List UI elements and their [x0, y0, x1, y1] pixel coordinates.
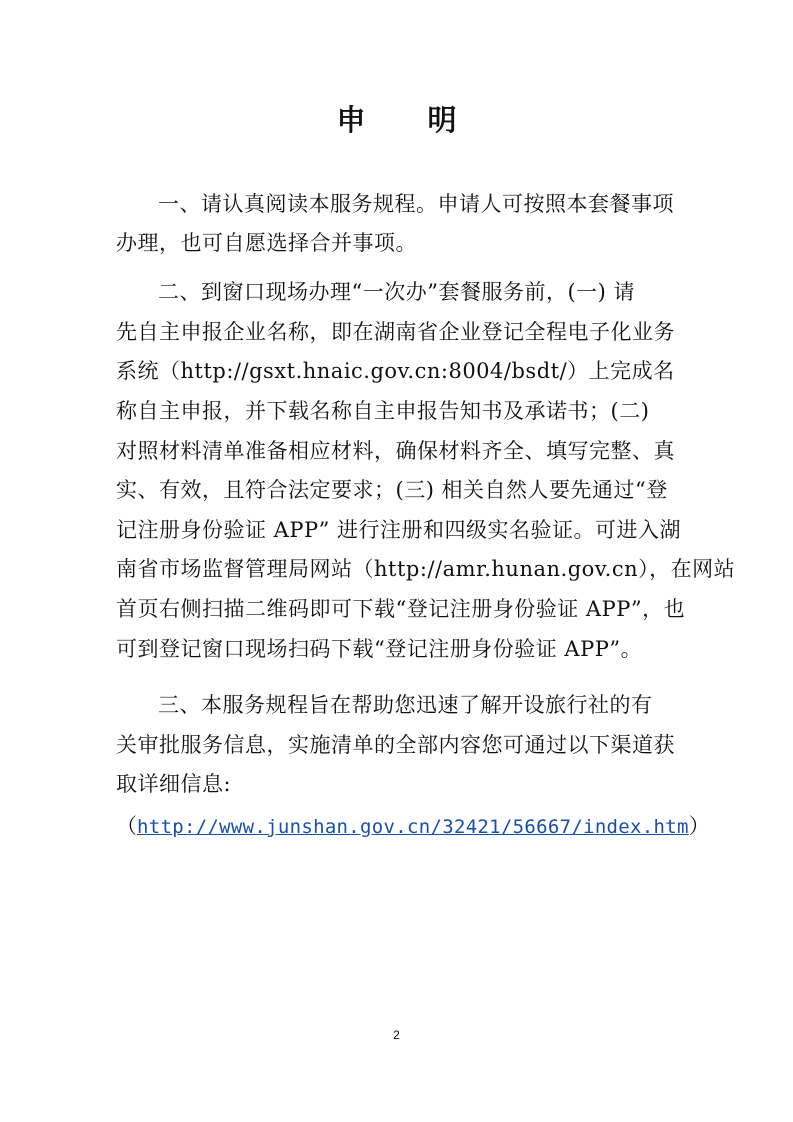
- text-line: 记注册身份验证 APP” 进行注册和四级实名验证。可进入湖: [116, 518, 682, 542]
- page-title: 申 明: [336, 103, 483, 137]
- text-line: 对照材料清单准备相应材料，确保材料齐全、填写完整、真: [116, 439, 675, 463]
- text-line: 首页右侧扫描二维码即可下载“登记注册身份验证 APP”，也: [116, 597, 686, 621]
- text-line: 可到登记窗口现场扫码下载“登记注册身份验证 APP”。: [116, 637, 643, 661]
- close-paren: ）: [688, 814, 710, 838]
- text-line: 先自主申报企业名称，即在湖南省企业登记全程电子化业务: [116, 320, 675, 344]
- text-line: 实、有效，且符合法定要求；(三) 相关自然人要先通过“登: [116, 478, 668, 502]
- open-paren: （: [116, 814, 137, 838]
- link-line: [116, 811, 710, 842]
- website-link[interactable]: http://www.junshan.gov.cn/32421/56667/index.htm: [137, 816, 689, 838]
- text-line: 南省市场监督管理局网站（http://amr.hunan.gov.cn），在网站: [116, 557, 736, 581]
- text-line: 办理，也可自愿选择合并事项。: [116, 231, 417, 255]
- text-line: 三、本服务规程旨在帮助您迅速了解开设旅行社的有: [158, 693, 653, 717]
- text-line: 一、请认真阅读本服务规程。申请人可按照本套餐事项: [158, 192, 674, 216]
- page-number: 2: [393, 1028, 400, 1042]
- text-line: 二、到窗口现场办理“一次办”套餐服务前，(一) 请: [158, 280, 636, 304]
- text-line: 系统（http://gsxt.hnaic.gov.cn:8004/bsdt/）上完成名: [116, 359, 675, 383]
- text-line: 关审批服务信息，实施清单的全部内容您可通过以下渠道获: [116, 733, 675, 757]
- text-line: 取详细信息:: [116, 772, 232, 796]
- text-line: 称自主申报，并下载名称自主申报告知书及承诺书；(二): [116, 399, 650, 423]
